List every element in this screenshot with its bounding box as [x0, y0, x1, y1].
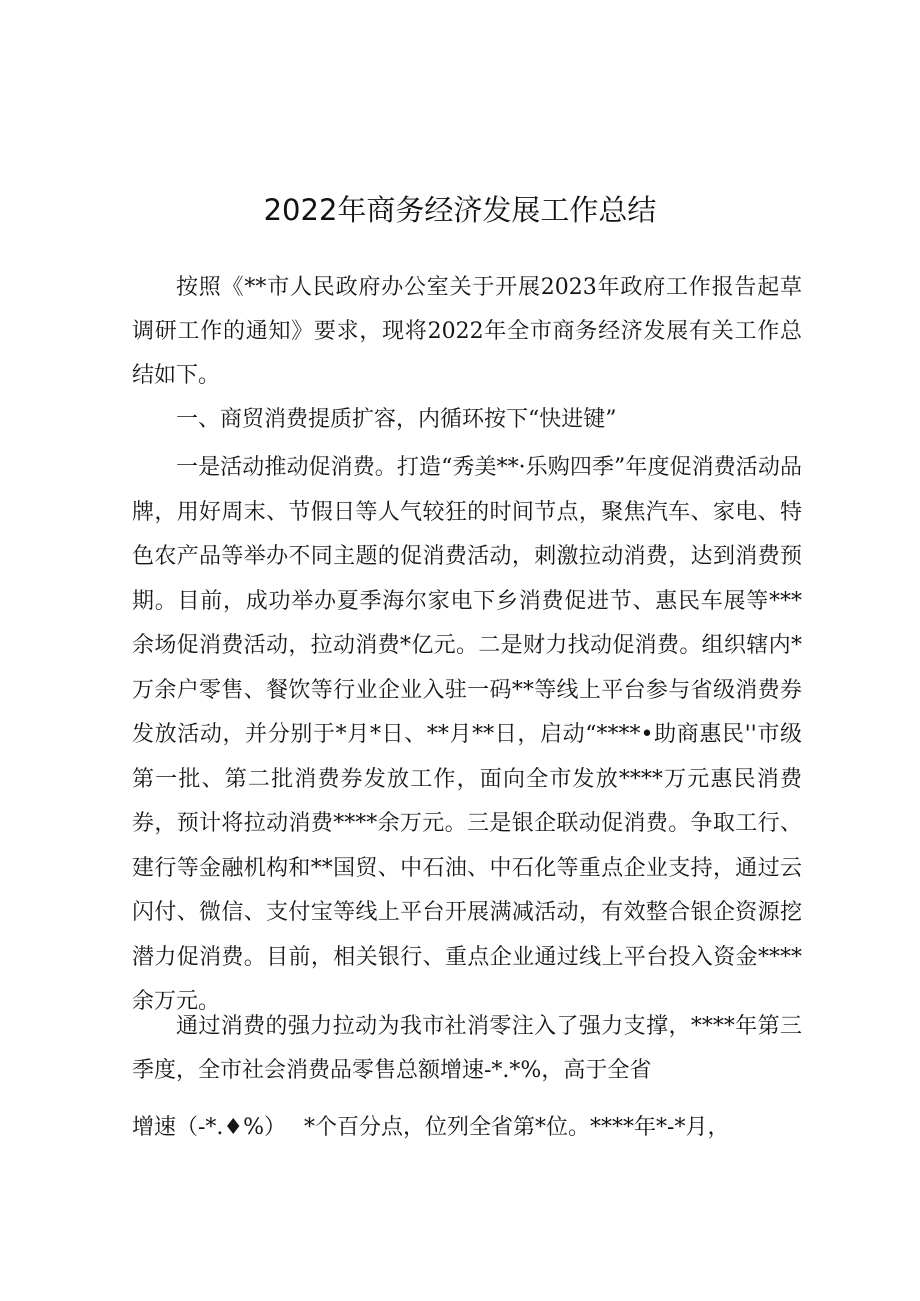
growth-line: 增速（-*.♦%） *个百分点，位列全省第*位。****年*-*月， — [132, 1115, 730, 1140]
section-heading: 一、商贸消费提质扩容，内循环按下“快进键” — [176, 407, 617, 432]
section-body-paragraph: 一是活动推动促消费。打造“秀美**·乐购四季”年度促消费活动品牌，用好周末、节假日等人气较狂的时间节点，聚焦汽车、家电、特色农产品等举办不同主题的促消费活动，刺激拉动消费，达到消费预期。目前，成功举办夏季海尔家电下乡消费促进节、惠民车展等***余场促消费活动，拉动消费*亿元。二是财力找动促消费。组织辖内*万余户零售、餐饮等行业企业入驻一码**等线上平台参与省级消费券发放活动，并分别于*月*日、**月**日，启动“****•助商惠民''市级第一批、第二批消费券发放工作，面向全市发放****万元惠民消费券，预计将拉动消费****余万元。三是银企联动促消费。争取工行、建行等金融机构和**国贸、中石油、中石化等重点企业支持，通过云闪付、微信、支付宝等线上平台开展满减活动，有效整合银企资源挖潜力促消费。目前，相关银行、重点企业通过线上平台投入资金****余万元。 — [132, 455, 802, 1014]
document-title: 2022年商务经济发展工作总结 — [263, 193, 657, 227]
intro-paragraph: 按照《**市人民政府办公室关于开展2023年政府工作报告起草调研工作的通知》要求，现将2022年全市商务经济发展有关工作总结如下。 — [132, 275, 802, 388]
consumption-paragraph: 通过消费的强力拉动为我市社消零注入了强力支撑，****年第三季度，全市社会消费品零售总额增速-*.*%，高于全省 — [132, 1014, 802, 1083]
